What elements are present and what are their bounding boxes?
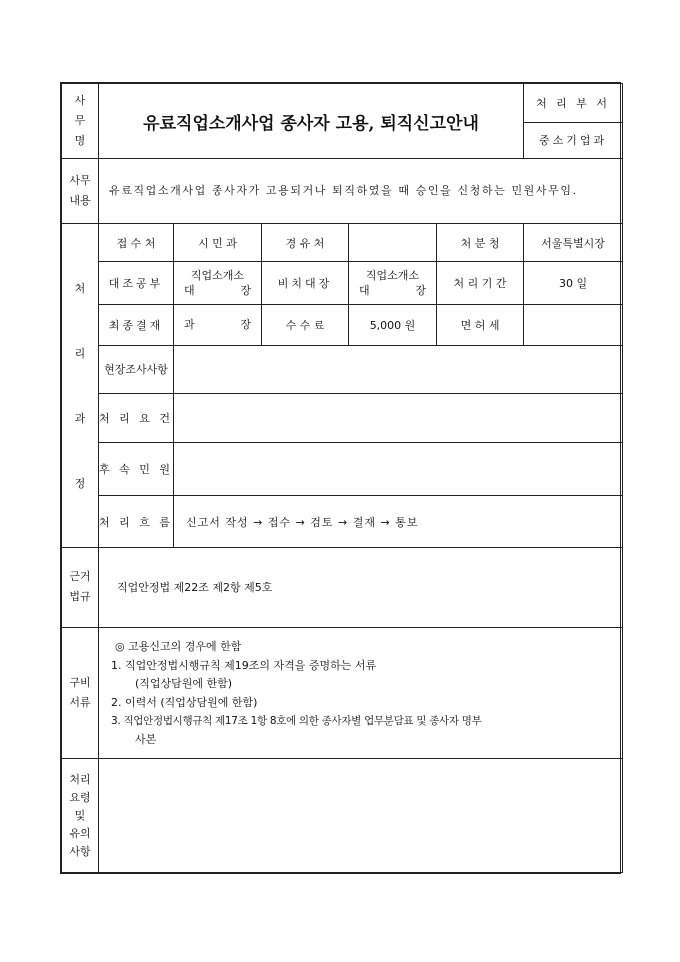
- approval-char: 과: [184, 318, 195, 332]
- reception-label: 접 수 처: [99, 223, 174, 262]
- legal-basis-label: [62, 548, 99, 627]
- fee-label: 수 수 료: [262, 305, 349, 346]
- ledger-value-char: 장: [240, 284, 251, 298]
- label-line: 서류: [69, 695, 91, 709]
- kept-ledger-value: [349, 262, 437, 305]
- followup-label: 후 속 민 원: [99, 442, 174, 495]
- document-item: (직업상담원에 한함): [135, 677, 233, 691]
- label-line: 법규: [69, 590, 91, 604]
- civil-affairs-form: [60, 82, 621, 874]
- agency-value: 서울특별시장: [524, 223, 623, 262]
- legal-basis-text: 직업안정법 제22조 제2항 제5호: [99, 548, 623, 627]
- label-line: 유의: [69, 826, 91, 840]
- documents-label: [62, 627, 99, 759]
- notes-label: [62, 759, 99, 873]
- documents-notice: ◎ 고용신고의 경우에 한함: [115, 640, 242, 654]
- label-line: 사무: [69, 173, 91, 187]
- dept-label: 처 리 부 서: [524, 84, 623, 123]
- label-char: 명: [74, 134, 86, 148]
- label-char: 무: [74, 114, 86, 128]
- site-survey-value: [174, 345, 623, 394]
- page-title: 유료직업소개사업 종사자 고용, 퇴직신고안내: [99, 84, 524, 159]
- license-tax-label: 면 허 세: [437, 305, 524, 346]
- requirements-value: [174, 394, 623, 443]
- kept-value-char: 장: [415, 284, 426, 298]
- via-value: [349, 223, 437, 262]
- ledger-value: [174, 262, 262, 305]
- flow-label: 처 리 흐 름: [99, 495, 174, 548]
- process-label: [62, 223, 99, 548]
- document-item: 사본: [135, 732, 157, 746]
- approval-char: 장: [240, 318, 251, 332]
- label-line: 사항: [69, 844, 91, 858]
- document-item: 2. 이력서 (직업상담원에 한함): [111, 695, 258, 709]
- affair-name-label: [62, 84, 99, 159]
- kept-ledger-label: 비치대장: [262, 262, 349, 305]
- ledger-value-line1: 직업소개소: [190, 269, 245, 283]
- ledger-label: 대조공부: [99, 262, 174, 305]
- description-text: 유료직업소개사업 종사자가 고용되거나 퇴직하였을 때 승인을 신청하는 민원사무임.: [99, 159, 623, 224]
- label-line: 요령: [69, 790, 91, 804]
- label-line: 및: [74, 808, 86, 822]
- flow-value: 신고서 작성 → 접수 → 검토 → 결재 → 통보: [174, 495, 623, 548]
- agency-label: 처 분 청: [437, 223, 524, 262]
- description-label: [62, 159, 99, 224]
- period-label: 처 리 기 간: [437, 262, 524, 305]
- label-char: 처: [74, 282, 86, 296]
- label-line: 근거: [69, 570, 91, 584]
- approval-value: [174, 305, 262, 346]
- period-value: 30 일: [524, 262, 623, 305]
- document-item: 1. 직업안정법시행규칙 제19조의 자격을 증명하는 서류: [111, 658, 377, 672]
- kept-value-line1: 직업소개소: [365, 269, 420, 283]
- license-tax-value: [524, 305, 623, 346]
- fee-value: 5,000 원: [349, 305, 437, 346]
- kept-value-char: 대: [359, 284, 370, 298]
- ledger-value-char: 대: [184, 284, 195, 298]
- label-line: 처리: [69, 772, 91, 786]
- followup-value: [174, 442, 623, 495]
- site-survey-label: 현장조사사항: [99, 345, 174, 394]
- via-label: 경 유 처: [262, 223, 349, 262]
- label-char: 리: [74, 347, 86, 361]
- requirements-label: 처 리 요 건: [99, 394, 174, 443]
- dept-value: 중소기업과: [524, 122, 623, 159]
- approval-label: 최종결재: [99, 305, 174, 346]
- document-item: 3. 직업안정법시행규칙 제17조 1항 8호에 의한 종사자별 업무분담표 및 종사자 명부: [111, 715, 482, 728]
- label-line: 내용: [69, 193, 91, 207]
- notes-value: [99, 759, 623, 873]
- label-line: 구비: [69, 675, 91, 689]
- reception-value: 시 민 과: [174, 223, 262, 262]
- label-char: 정: [74, 477, 86, 491]
- label-char: 사: [74, 94, 86, 108]
- form-table: [61, 83, 623, 873]
- documents-list: [99, 627, 623, 759]
- label-char: 과: [74, 412, 86, 426]
